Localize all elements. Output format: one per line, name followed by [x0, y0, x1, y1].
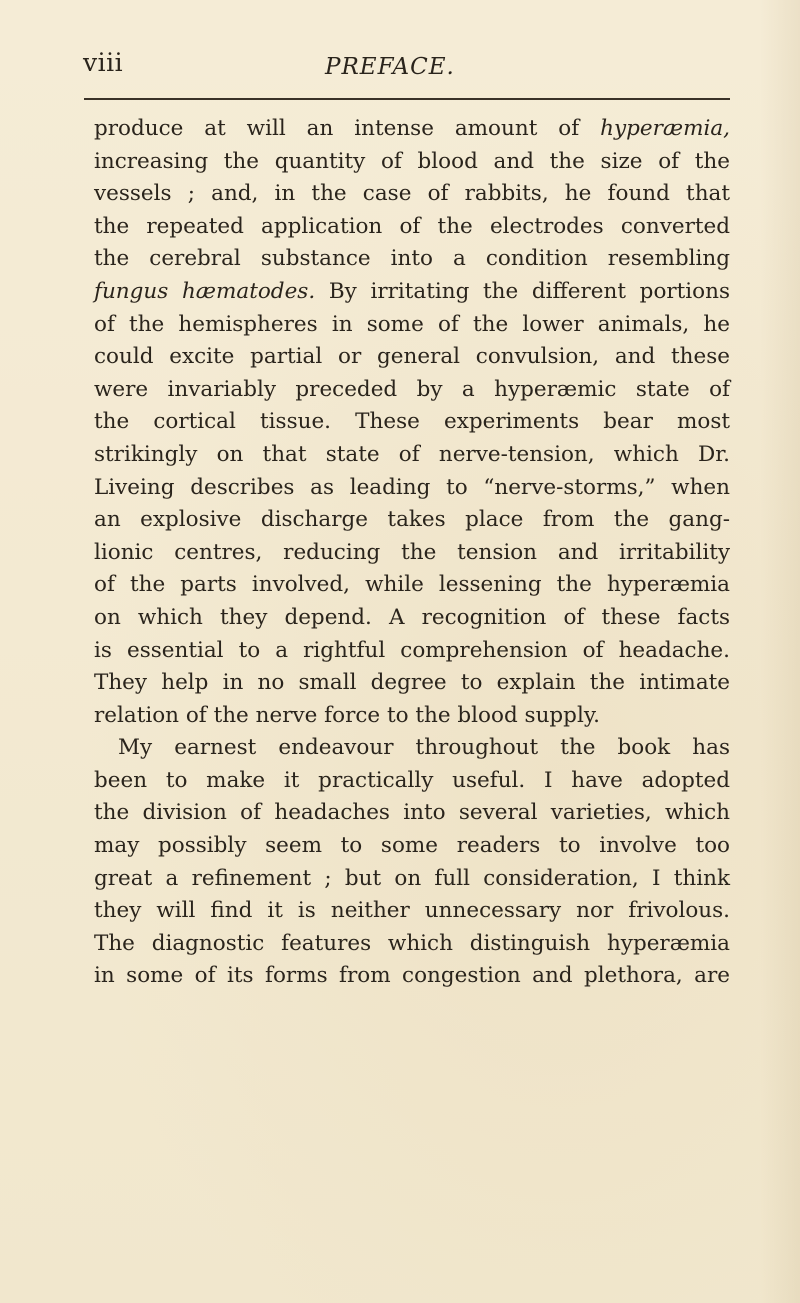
page-edge-shadow [760, 0, 800, 1303]
text-line: may possibly seem to some readers to involve too [94, 833, 730, 859]
text-line: increasing the quantity of blood and the size of the [94, 148, 730, 174]
page-header [80, 48, 730, 94]
text-line: relation of the nerve force to the blood supply. [94, 702, 600, 728]
text-line: They help in no small degree to explain the intimate [94, 670, 730, 696]
text-line: could excite partial or general convulsion, and these [94, 344, 730, 370]
page-number: viii [83, 48, 124, 77]
text-line: is essential to a rightful comprehension of headache. [94, 637, 730, 663]
text-line: they will find it is neither unnecessary nor frivolous. [94, 898, 730, 924]
text-line: produce at will an intense amount of hyperæmia, [94, 116, 730, 141]
text-line: an explosive discharge takes place from the gang- [94, 507, 730, 533]
text-line: the division of headaches into several varieties, which [94, 800, 730, 826]
body-text [94, 113, 730, 993]
running-head: PREFACE. [325, 54, 455, 80]
text-line: the cortical tissue. These experiments bear most [94, 409, 730, 435]
text-line: the repeated application of the electrodes converted [94, 213, 730, 239]
text-line: on which they depend. A recognition of these facts [94, 604, 730, 630]
text-line: My earnest endeavour throughout the book has [118, 735, 730, 761]
text-line: been to make it practically useful. I have adopted [94, 767, 730, 793]
text-line: the cerebral substance into a condition resembling [94, 246, 730, 272]
text-line: The diagnostic features which distinguish hyperæmia [94, 930, 730, 956]
text-line: great a refinement ; but on full consideration, I think [94, 865, 730, 891]
text-line: in some of its forms from congestion and plethora, are [94, 963, 730, 989]
text-line: vessels ; and, in the case of rabbits, he found that [94, 181, 730, 207]
text-line: lionic centres, reducing the tension and irritability [94, 539, 730, 565]
header-rule [84, 98, 730, 100]
text-line: of the parts involved, while lessening the hyperæmia [94, 572, 730, 598]
text-line: were invariably preceded by a hyperæmic state of [94, 376, 730, 402]
text-line: Liveing describes as leading to “nerve-storms,” when [94, 474, 730, 500]
text-line: of the hemispheres in some of the lower animals, he [94, 311, 730, 337]
text-line: fungus hæmatodes. By irritating the different portions [94, 278, 731, 304]
text-line: strikingly on that state of nerve-tension, which Dr. [94, 441, 730, 467]
